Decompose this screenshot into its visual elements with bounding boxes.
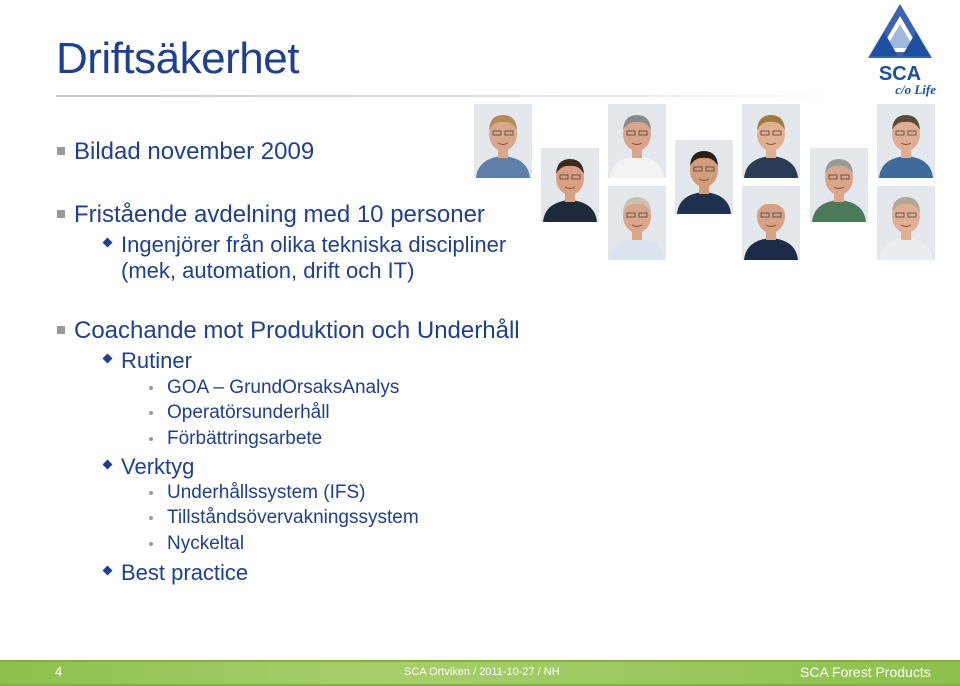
footer-center-text: SCA Ortviken / 2011-10-27 / NH xyxy=(404,666,560,678)
routine-item: GOA – GrundOrsaksAnalys xyxy=(167,377,400,398)
bullet-engineers: Ingenjörer från olika tekniska discipliner xyxy=(121,232,507,257)
person-portrait-icon xyxy=(877,104,935,178)
team-member-photo xyxy=(675,140,733,214)
sca-triangle-icon xyxy=(868,4,932,58)
logo-tagline: c/o Life xyxy=(895,82,936,97)
tool-item: Underhållssystem (IFS) xyxy=(167,482,366,503)
person-portrait-icon xyxy=(742,186,800,260)
sca-logo xyxy=(860,2,940,97)
bullet-square xyxy=(57,326,65,334)
bullet-diamond xyxy=(103,566,113,576)
bullet-tools: Verktyg xyxy=(121,454,195,479)
bullet-founded: Bildad november 2009 xyxy=(74,138,315,165)
person-portrait-icon xyxy=(474,104,532,178)
bullet-diamond xyxy=(103,460,113,470)
team-member-photo xyxy=(877,104,935,178)
bullet-best-practice: Best practice xyxy=(121,560,249,585)
bullet-square xyxy=(57,147,65,155)
bullet-dot xyxy=(149,411,153,415)
bullet-square xyxy=(57,210,65,218)
team-member-photo xyxy=(742,186,800,260)
bullet-dot xyxy=(149,491,153,495)
team-member-photo xyxy=(608,104,666,178)
team-member-photo xyxy=(541,148,599,222)
bullet-dot xyxy=(149,437,153,441)
person-portrait-icon xyxy=(810,148,868,222)
bullet-department: Fristående avdelning med 10 personer xyxy=(74,201,485,228)
routine-item: Operatörsunderhåll xyxy=(167,402,330,423)
team-member-photo xyxy=(810,148,868,222)
logo-text: SCA xyxy=(878,63,922,85)
slide-title: Driftsäkerhet xyxy=(56,34,299,83)
team-member-photo xyxy=(608,186,666,260)
footer-bar xyxy=(0,660,960,686)
footer-company: SCA Forest Products xyxy=(800,664,931,680)
bullet-routines: Rutiner xyxy=(121,348,192,373)
title-divider xyxy=(56,95,846,97)
tool-item: Tillståndsövervakningssystem xyxy=(167,507,419,528)
bullet-diamond xyxy=(103,354,113,364)
bullet-dot xyxy=(149,386,153,390)
team-member-photo xyxy=(742,104,800,178)
bullet-dot xyxy=(149,542,153,546)
person-portrait-icon xyxy=(608,186,666,260)
team-member-photo xyxy=(474,104,532,178)
team-member-photo xyxy=(877,186,935,260)
routine-item: Förbättringsarbete xyxy=(167,428,323,449)
person-portrait-icon xyxy=(675,140,733,214)
tool-item: Nyckeltal xyxy=(167,533,245,554)
bullet-engineers-detail: (mek, automation, drift och IT) xyxy=(121,258,415,283)
person-portrait-icon xyxy=(742,104,800,178)
page-number: 4 xyxy=(55,664,63,679)
bullet-coaching: Coachande mot Produktion och Underhåll xyxy=(74,317,520,344)
bullet-diamond xyxy=(103,238,113,248)
person-portrait-icon xyxy=(877,186,935,260)
bullet-dot xyxy=(149,516,153,520)
person-portrait-icon xyxy=(608,104,666,178)
person-portrait-icon xyxy=(541,148,599,222)
